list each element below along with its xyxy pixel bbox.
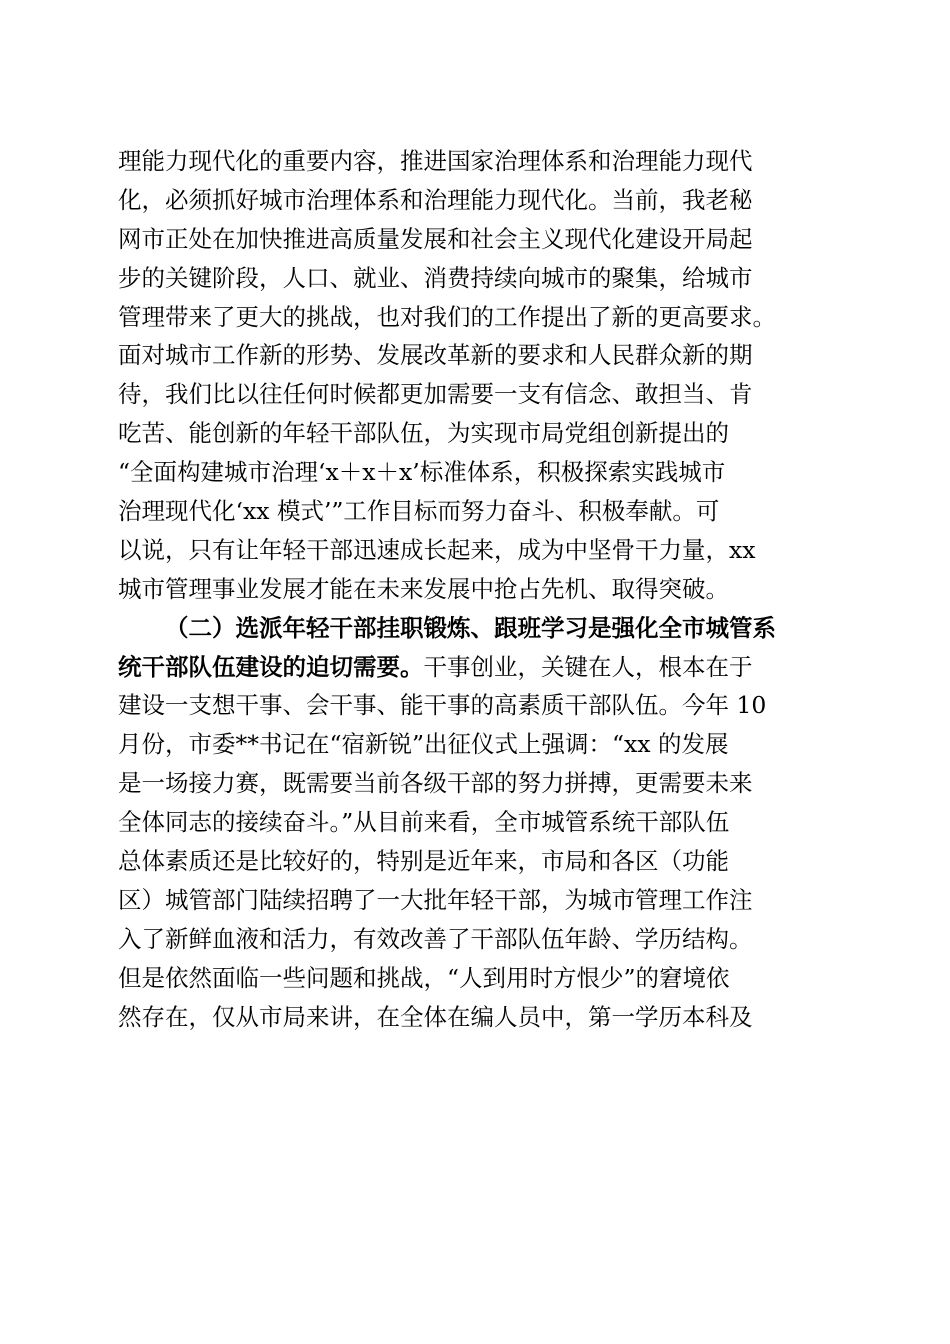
section-heading-end: 统干部队伍建设的迫切需要。 xyxy=(118,652,424,681)
paragraph-line: 步的关键阶段，人口、就业、消费持续向城市的聚集，给城市 xyxy=(118,263,753,292)
body-text xyxy=(118,142,830,1036)
paragraph-line: 治理现代化‘xx 模式’”工作目标而努力奋斗、积极奉献。可 xyxy=(118,497,720,526)
paragraph-line: 是一场接力赛，既需要当前各级干部的努力拼搏，更需要未来 xyxy=(118,769,753,798)
paragraph-line: 吃苦、能创新的年轻干部队伍，为实现市局党组创新提出的 xyxy=(118,419,729,448)
paragraph-line: 以说，只有让年轻干部迅速成长起来，成为中坚骨干力量，xx xyxy=(118,535,756,564)
paragraph-line: 网市正处在加快推进高质量发展和社会主义现代化建设开局起 xyxy=(118,224,753,253)
paragraph-line: 入了新鲜血液和活力，有效改善了干部队伍年龄、学历结构。 xyxy=(118,924,753,953)
paragraph-line: 管理带来了更大的挑战，也对我们的工作提出了新的更高要求。 xyxy=(118,302,776,331)
paragraph-line-start: 干事创业，关键在人，根本在于 xyxy=(423,652,753,681)
paragraph-line: 待，我们比以往任何时候都更加需要一支有信念、敢担当、肯 xyxy=(118,380,753,409)
paragraph-line: “全面构建城市治理‘x＋x＋x’标准体系，积极探索实践城市 xyxy=(118,458,726,487)
paragraph-line: 面对城市工作新的形势、发展改革新的要求和人民群众新的期 xyxy=(118,341,753,370)
paragraph-line: 月份，市委**书记在“宿新锐”出征仪式上强调：“xx 的发展 xyxy=(118,730,729,759)
section-heading: （二）选派年轻干部挂职锻炼、跟班学习是强化全市城管系 xyxy=(165,613,776,642)
paragraph-line: 建设一支想干事、会干事、能干事的高素质干部队伍。今年 10 xyxy=(118,691,767,720)
paragraph-line: 理能力现代化的重要内容，推进国家治理体系和治理能力现代 xyxy=(118,147,753,175)
paragraph-line: 城市管理事业发展才能在未来发展中抢占先机、取得突破。 xyxy=(118,574,729,603)
paragraph-line: 化，必须抓好城市治理体系和治理能力现代化。当前，我老秘 xyxy=(118,185,753,214)
paragraph-line: 全体同志的接续奋斗。”从目前来看，全市城管系统干部队伍 xyxy=(118,808,730,837)
section-heading-continuation xyxy=(118,648,830,687)
paragraph-line: 区）城管部门陆续招聘了一大批年轻干部，为城市管理工作注 xyxy=(118,885,753,914)
paragraph-line: 总体素质还是比较好的，特别是近年来，市局和各区（功能 xyxy=(118,847,729,876)
paragraph-line: 然存在，仅从市局来讲，在全体在编人员中，第一学历本科及 xyxy=(118,1002,753,1031)
paragraph-line: 但是依然面临一些问题和挑战，“人到用时方恨少”的窘境依 xyxy=(118,963,730,992)
